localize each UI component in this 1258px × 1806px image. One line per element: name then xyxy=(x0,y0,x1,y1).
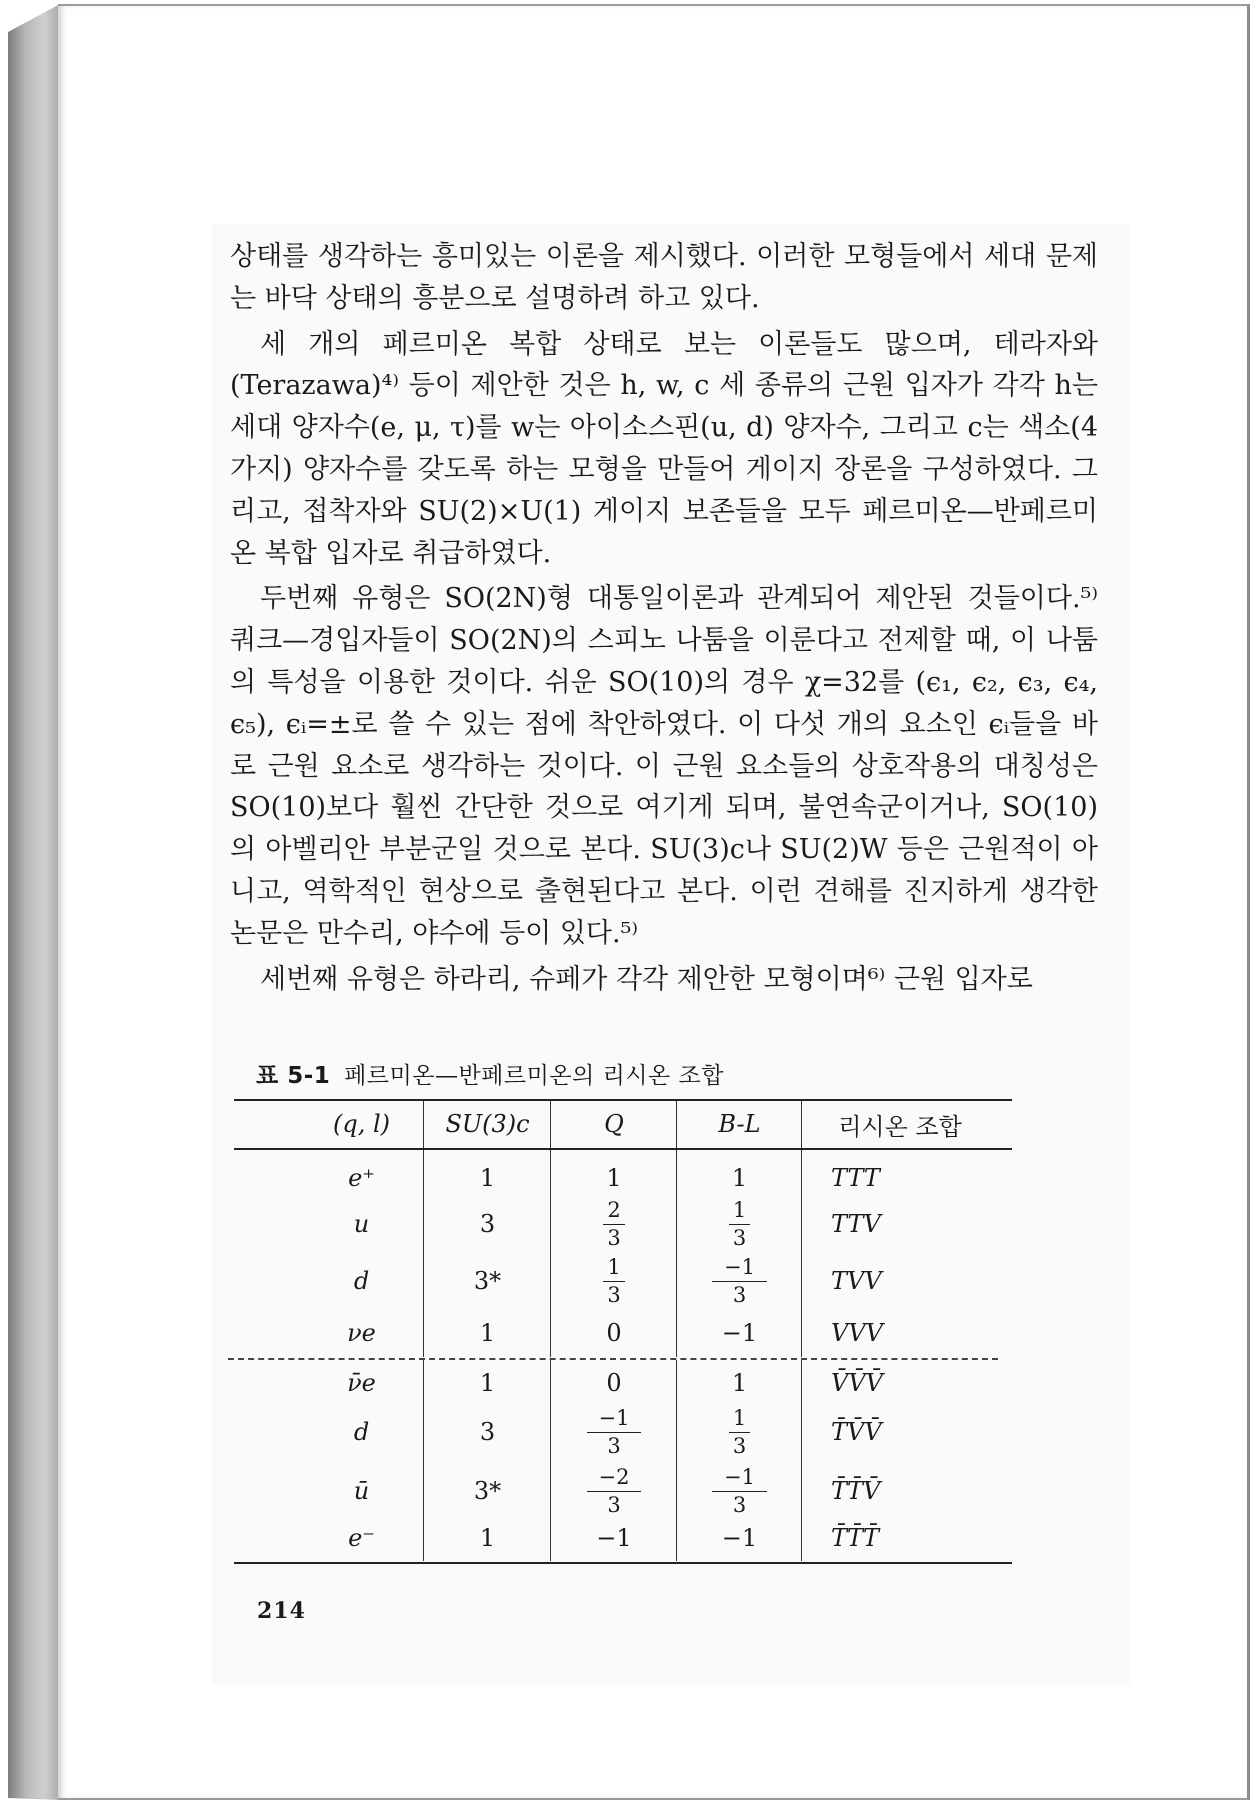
table-cell-su3: 3 xyxy=(479,1210,496,1238)
table-cell-combination: T̄T̄T̄ xyxy=(831,1524,880,1552)
fraction xyxy=(712,1254,767,1307)
fraction xyxy=(587,1405,642,1458)
fraction-numerator: −2 xyxy=(587,1467,642,1492)
table-header-ql: (q, l) xyxy=(332,1110,391,1138)
table-header-bl: B-L xyxy=(718,1110,761,1138)
table-bottom-rule xyxy=(234,1562,1012,1564)
table-caption-text: 페르미온—반페르미온의 리시온 조합 xyxy=(344,1063,724,1089)
body-text xyxy=(230,236,1098,1000)
table-cell-q xyxy=(552,1464,676,1517)
table-column-divider xyxy=(550,1150,551,1357)
fraction-denominator: 3 xyxy=(732,1282,747,1307)
table-header-su3: SU(3)c xyxy=(445,1110,530,1138)
fraction-denominator: 3 xyxy=(732,1492,747,1517)
fraction xyxy=(712,1464,767,1517)
book-spine xyxy=(8,4,60,1800)
table-column-divider xyxy=(676,1360,677,1561)
table-cell-su3: 1 xyxy=(479,1319,496,1347)
paragraph-4: 세번째 유형은 하라리, 슈페가 각각 제안한 모형이며⁶⁾ 근원 입자로 xyxy=(260,963,1033,995)
paragraph-1: 상태를 생각하는 흥미있는 이론을 제시했다. 이러한 모형들에서 세대 문제는 바닥 상태의 흥분으로 설명하려 하고 있다. xyxy=(230,241,1098,314)
table-cell-q: 1 xyxy=(606,1164,622,1192)
table-cell-particle: e⁺ xyxy=(348,1164,375,1192)
page-number: 214 xyxy=(257,1598,306,1624)
paragraph-2: 세 개의 페르미온 복합 상태로 보는 이론들도 많으며, 테라자와(Terazawa)⁴⁾ 등이 제안한 것은 h, w, c 세 종류의 근원 입자가 각각 h는 세대 양자수(e, μ, τ)를 w는 아이소스핀(u, d) 양자수, 그리고 c는 색소(4가지) 양자수를 갖도록 하는 모형을 만들어 게이지 장론을 구성하였다. 그리고, 접착자와 SU(2)×U(1) 게이지 보존들을 모두 페르미온—반페르미온 복합 입자로 취급하였다. xyxy=(230,328,1098,569)
fraction-denominator: 3 xyxy=(732,1225,747,1250)
table-cell-combination: TVV xyxy=(831,1267,882,1295)
table-column-divider xyxy=(550,1360,551,1561)
fraction xyxy=(729,1197,750,1250)
table-header-combination: 리시온 조합 xyxy=(838,1112,962,1141)
fraction xyxy=(603,1197,624,1250)
table-cell-bl xyxy=(678,1254,801,1307)
fraction-denominator: 3 xyxy=(607,1433,621,1458)
fraction-numerator: 1 xyxy=(603,1257,624,1282)
fraction xyxy=(729,1405,750,1458)
table-cell-su3: 1 xyxy=(479,1369,496,1397)
table-cell-particle: u xyxy=(353,1210,370,1238)
table-top-rule xyxy=(234,1099,1012,1101)
table-header-divider xyxy=(801,1101,802,1148)
fraction-numerator: −1 xyxy=(587,1408,642,1433)
table-caption xyxy=(256,1057,724,1090)
table-cell-particle: ν̄e xyxy=(347,1369,376,1397)
table-cell-combination: TTV xyxy=(831,1210,881,1238)
table-cell-su3: 1 xyxy=(479,1164,496,1192)
fraction-numerator: 1 xyxy=(729,1408,750,1433)
table-cell-particle: d xyxy=(353,1418,370,1446)
table-cell-combination: T̄T̄V̄ xyxy=(831,1477,881,1505)
fraction-denominator: 3 xyxy=(607,1282,621,1307)
table-column-divider xyxy=(423,1150,424,1357)
table-column-divider xyxy=(423,1360,424,1561)
table-cell-combination: VVV xyxy=(831,1319,883,1347)
table-cell-bl xyxy=(678,1197,801,1250)
table-cell-bl xyxy=(678,1405,801,1458)
table-cell-bl: −1 xyxy=(721,1524,758,1552)
fraction-denominator: 3 xyxy=(607,1225,621,1250)
table-cell-bl: −1 xyxy=(721,1319,758,1347)
table-cell-particle: e⁻ xyxy=(348,1524,375,1552)
table-column-divider xyxy=(801,1150,802,1357)
table-cell-particle: ū xyxy=(353,1477,370,1505)
table-cell-combination: TTT xyxy=(831,1164,880,1192)
table-header-divider xyxy=(676,1101,677,1148)
table-cell-su3: 3 xyxy=(479,1418,496,1446)
table-cell-particle: νe xyxy=(347,1319,376,1347)
table-column-divider xyxy=(801,1360,802,1561)
table-column-divider xyxy=(676,1150,677,1357)
fraction xyxy=(603,1254,624,1307)
fraction-numerator: 1 xyxy=(729,1200,750,1225)
table-cell-bl xyxy=(678,1464,801,1517)
table-cell-q: 0 xyxy=(606,1369,622,1397)
table-header-rule xyxy=(234,1148,1012,1150)
fraction-denominator: 3 xyxy=(732,1433,747,1458)
table-cell-combination: V̄V̄V̄ xyxy=(831,1369,883,1397)
table-cell-combination: T̄V̄V̄ xyxy=(831,1418,882,1446)
table-cell-q xyxy=(552,1405,676,1458)
table-cell-q: 0 xyxy=(606,1319,622,1347)
table-cell-su3: 3* xyxy=(473,1477,502,1505)
fraction-numerator: −1 xyxy=(712,1257,767,1282)
table-cell-su3: 1 xyxy=(479,1524,496,1552)
table-caption-number: 표 5-1 xyxy=(256,1063,331,1089)
table-cell-su3: 3* xyxy=(473,1267,502,1295)
table-header-divider xyxy=(550,1101,551,1148)
fraction xyxy=(587,1464,642,1517)
table-cell-particle: d xyxy=(353,1267,370,1295)
table-header-divider xyxy=(423,1101,424,1148)
table-cell-bl: 1 xyxy=(731,1164,748,1192)
table-cell-q xyxy=(552,1197,676,1250)
paragraph-3: 두번째 유형은 SO(2N)형 대통일이론과 관계되어 제안된 것들이다.⁵⁾ 쿼크—경입자들이 SO(2N)의 스피노 나툼을 이룬다고 전제할 때, 이 나툼의 특성을 이용한 것이다. 쉬운 SO(10)의 경우 χ=32를 (ϵ₁, ϵ₂, ϵ₃, ϵ₄, ϵ₅), ϵᵢ=±로 쓸 수 있는 점에 착안하였다. 이 다섯 개의 요소인 ϵᵢ들을 바로 근원 요소로 생각하는 것이다. 이 근원 요소들의 상호작용의 대칭성은 SO(10)보다 훨씬 간단한 것으로 여기게 되며, 불연속군이거나, SO(10)의 아벨리안 부분군일 것으로 본다. SU(3)c나 SU(2)W 등은 근원적이 아니고, 역학적인 현상으로 출현된다고 본다. 이런 견해를 진지하게 생각한 논문은 만수리, 야수에 등이 있다.⁵⁾ xyxy=(230,583,1098,949)
table-cell-q: −1 xyxy=(596,1524,632,1552)
table-cell-bl: 1 xyxy=(731,1369,748,1397)
fraction-numerator: −1 xyxy=(712,1467,767,1492)
table-header-q: Q xyxy=(604,1110,624,1138)
table-dashed-divider xyxy=(228,1358,998,1360)
fraction-numerator: 2 xyxy=(603,1200,624,1225)
table-cell-q xyxy=(552,1254,676,1307)
fraction-denominator: 3 xyxy=(607,1492,621,1517)
